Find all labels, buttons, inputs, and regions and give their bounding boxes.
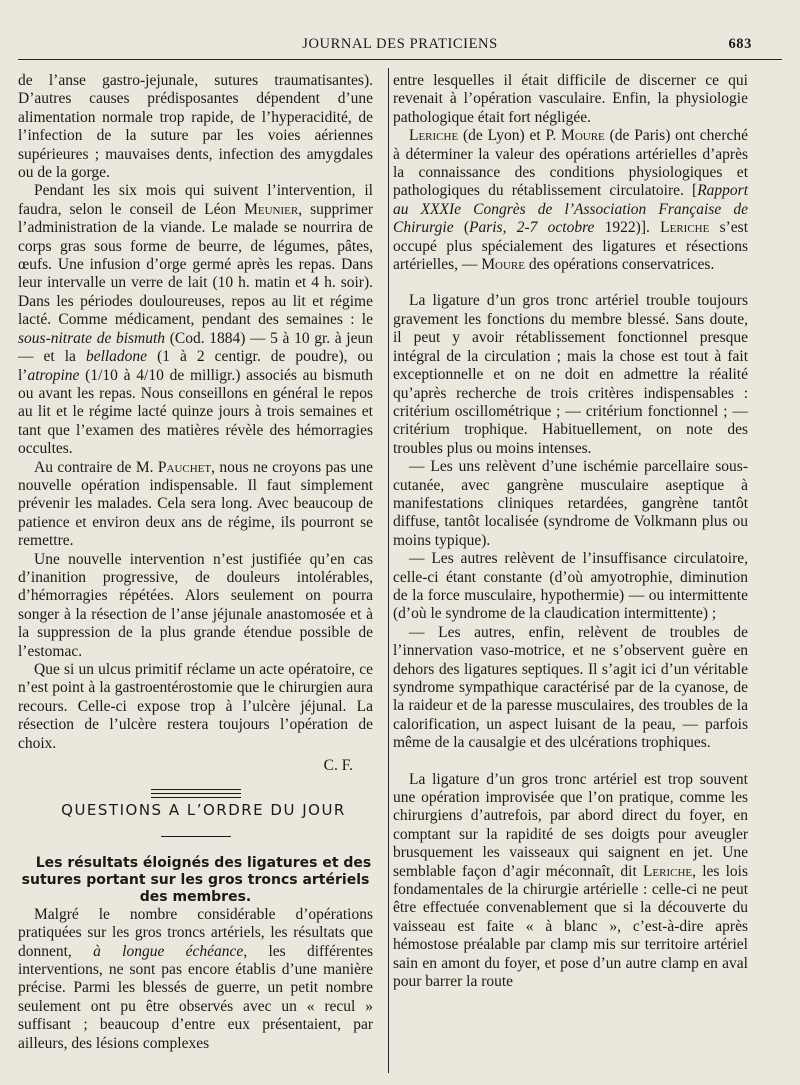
emphasis: à longue échéance <box>93 942 244 960</box>
author-name: Moure <box>561 127 605 145</box>
left-column <box>18 72 373 1053</box>
section-rule <box>161 836 231 837</box>
paragraph: Une nouvelle intervention n’est justifiée qu’en cas d’inanition progressive, de douleurs intolérables, d’hémorragies répétées. Alors seulement on pourra songer à la résection de l’anse jéjunale anastomosée et à la suppression de la plus grande étendue possible de l’estomac. <box>18 550 373 660</box>
author-name: Leriche <box>642 862 693 880</box>
author-name: Meunier <box>244 200 299 218</box>
paragraph: de l’anse gastro-jejunale, sutures traumatisantes). D’autres causes prédisposantes dépendent d’une alimentation normale trop rapide, de l’hyperacidité, de l’infection de la suture par les voies aériennes supérieures ; mauvaises dents, infection des amygdales ou de la gorge. <box>18 72 373 182</box>
article-title: Les résultats éloignés des ligatures et des sutures portant sur les gros troncs artériels des membres. <box>21 854 372 905</box>
drug-name: belladone <box>85 348 148 366</box>
reference: Rapport au XXXIe Congrès de l’Association Française de Chirurgie <box>393 182 748 237</box>
paragraph: Malgré le nombre considérable d’opérations pratiquées sur les gros troncs artériels, les résultats que donnent, à longue échéance, les différentes interventions, ne sont pas encore établis d’une manière précise. Parmi les blessés de guerre, un petit nombre seulement ont pu être observés avec un « recul » suffisant ; beaucoup d’entre eux présentaient, par ailleurs, des lésions complexes <box>18 905 373 1052</box>
column-divider <box>388 68 389 1073</box>
paragraph-gap <box>393 274 748 292</box>
journal-title: JOURNAL DES PRATICIENS <box>302 36 498 52</box>
paragraph: entre lesquelles il était difficile de discerner ce qui revenait à l’opération vasculaire. Enfin, la physiologie pathologique était fort négligée. <box>393 72 748 126</box>
paragraph: La ligature d’un gros tronc artériel trouble toujours gravement les fonctions du membre blessé. Sans doute, il peut y avoir rétablissement fonctionnel presque intégral de la circulation ; mais la chose est tout à fait exceptionnelle et on ne doit en admettre la réalité qu’après recherche de trois critères indispensables : critérium oscillométrique ; — critérium fonctionnel ; — critérium trophique. Habituellement, on note des troubles plus ou moins intenses. <box>393 292 748 457</box>
drug-name: atropine <box>27 366 80 384</box>
author-name: Pauchet <box>157 458 212 476</box>
paragraph: Au contraire de M. Pauchet, nous ne croyons pas une nouvelle opération indispensable. Il faut simplement prévenir les malades. Cela sera long. Avec beaucoup de patience et environ deux ans de régime, ils pourront se remettre. <box>18 458 373 550</box>
drug-name: sous-nitrate de bismuth <box>18 329 166 347</box>
paragraph: Pendant les six mois qui suivent l’intervention, il faudra, selon le conseil de Léon Meunier, supprimer l’administration de la viande. Le malade se nourrira de corps gras sous forme de beurre, de légumes, pâtes, œufs. Une infusion d’orge germé après les repas. Dans leur intervalle un verre de lait (10 h. matin et 4 h. soir). Dans les périodes douloureuses, repos au lit et régime lacté. Comme médicament, pendant des semaines : le sous-nitrate de bismuth (Cod. 1884) — 5 à 10 gr. à jeun — et la belladone (1 à 2 centigr. de poudre), ou l’atropine (1/10 à 4/10 de milligr.) associés au bismuth ou avant les repas. Nous conseillons en général le repos au lit et le régime lacté quinze jours à trois semaines et tant que l’examen des matières révèle des hémorragies occultes. <box>18 182 373 458</box>
author-name: Leriche <box>660 219 710 237</box>
paragraph: — Les uns relèvent d’une ischémie parcellaire sous-cutanée, avec gangrène musculaire aseptique à manifestations cliniques retardées, gangrène tantôt diffuse, tantôt localisée (syndrome de Volkmann plus ou moins typique). <box>393 458 748 549</box>
reference-place-date: Paris, 2-7 octobre <box>469 219 595 237</box>
paragraph-gap <box>393 753 748 771</box>
section-title: QUESTIONS A L’ORDRE DU JOUR <box>61 801 346 820</box>
paragraph: — Les autres relèvent de l’insuffisance circulatoire, celle-ci étant constante (d’où amyotrophie, diminution de la force musculaire, hypothermie) — ou intermittente (d’où le syndrome de la claudication intermittente) ; <box>393 550 748 623</box>
signature: C. F. <box>323 757 353 775</box>
author-name: Moure <box>481 256 525 274</box>
paragraph: — Les autres, enfin, relèvent de troubles de l’innervation vaso-motrice, et ne s’observent guère en dehors des ligatures septiques. Il s’agit ici d’un véritable syndrome sympathique caractérisé par de la cyanose, de la raideur et de la paresse musculaires, des troubles de la calorification, un aspect luisant de la peau, — parfois même de la causalgie et des ulcérations trophiques. <box>393 623 748 752</box>
paragraph: Leriche (de Lyon) et P. Moure (de Paris) ont cherché à déterminer la valeur des opérations artérielles d’après la connaissance des conditions physiologiques et pathologiques du rétablissement circulatoire. [Rapport au XXXIe Congrès de l’Association Française de Chirurgie (Paris, 2-7 octobre 1922)]. Leriche s’est occupé plus spécialement des ligatures et résections artérielles, — Moure des opérations conservatrices. <box>393 127 748 274</box>
decorative-rule <box>151 789 241 801</box>
header-rule <box>18 59 782 60</box>
author-name: Leriche <box>409 127 459 145</box>
right-column <box>393 72 748 992</box>
running-header <box>18 36 782 58</box>
paragraph: Que si un ulcus primitif réclame un acte opératoire, ce n’est point à la gastroentérostomie que le chirurgien aura recours. Celle-ci expose trop à l’ulcère jéjunal. La résection de l’ulcère restera toujours l’opération de choix. <box>18 661 373 752</box>
paragraph: La ligature d’un gros tronc artériel est trop souvent une opération improvisée que l’on pratique, comme les chirurgiens d’autrefois, par abord direct du foyer, en comptant sur la rapidité de ses doigts pour aveugler brusquement les vaisseaux qui saignent en jet. Une semblable façon d’agir méconnaît, dit Leriche, les lois fondamentales de la chirurgie artérielle : celle-ci ne peut être effectuée convenablement que si la découverte du vaisseau est faite « à blanc », c’est-à-dire après hémostose préalable par clamp mis sur territoire artériel sain en amont du foyer, et pose d’un autre clamp en aval pour barrer la route <box>393 770 748 991</box>
page-number: 683 <box>728 36 752 52</box>
